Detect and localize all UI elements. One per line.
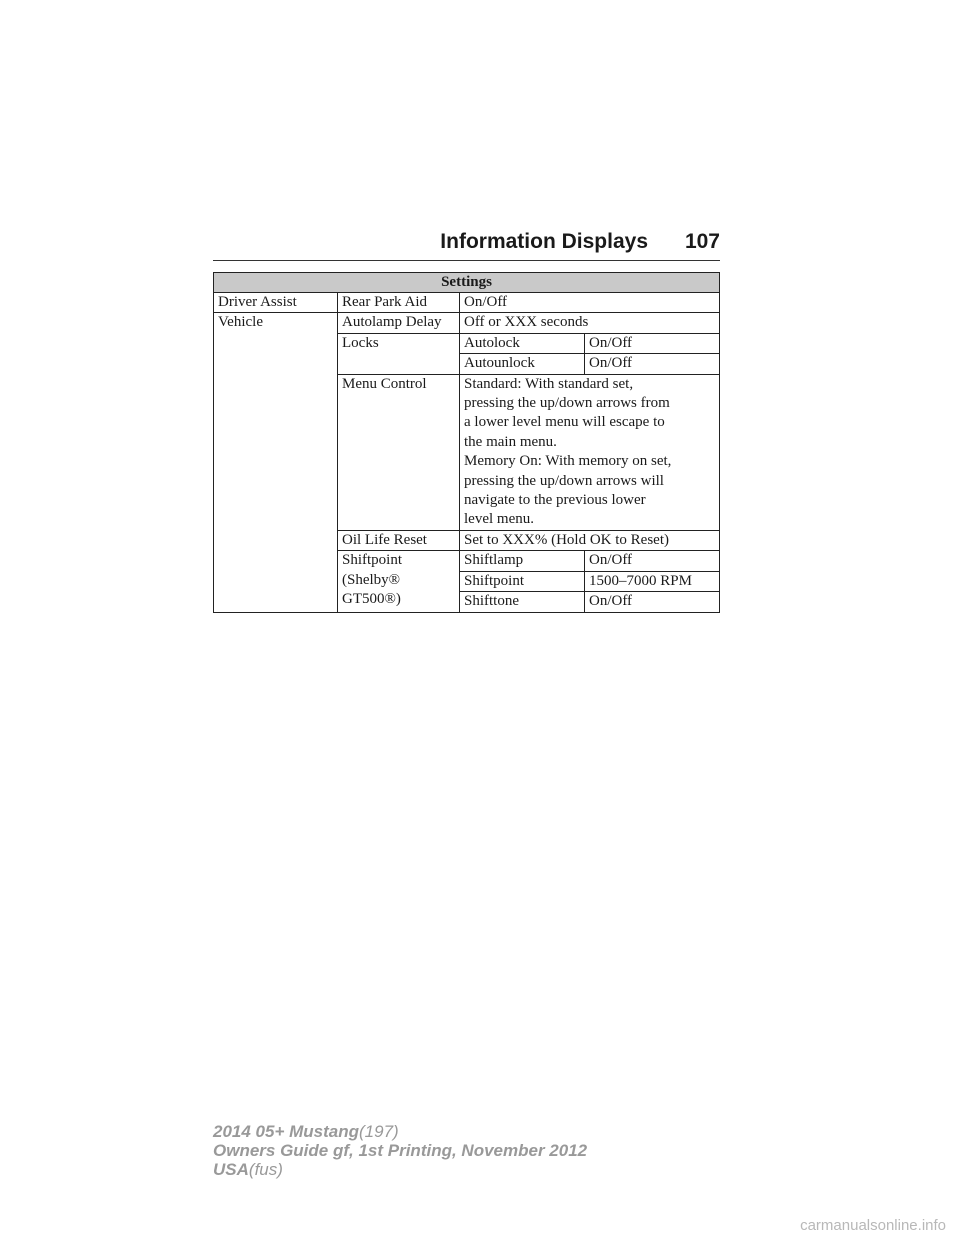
table-cell: Standard: With standard set, pressing the up/down arrows from a lower level menu will escape to the main menu. Memory On: With memory on set, pressing the up/down arrows will navigate to the previous lower level menu.	[460, 374, 720, 530]
table-row	[214, 293, 720, 313]
table-cell: Shiftlamp	[460, 551, 585, 571]
watermark: carmanualsonline.info	[800, 1217, 946, 1234]
table-cell: On/Off	[585, 551, 720, 571]
table-cell: Menu Control	[338, 374, 460, 530]
table-cell: On/Off	[585, 333, 720, 353]
table-cell: On/Off	[585, 354, 720, 374]
table-cell: Autolamp Delay	[338, 313, 460, 333]
table-cell: Autounlock	[460, 354, 585, 374]
section-title: Information Displays	[440, 230, 648, 253]
table-row	[214, 313, 720, 333]
table-cell: Off or XXX seconds	[460, 313, 720, 333]
footer-line-3: USA(fus)	[213, 1160, 283, 1179]
table-cell: Driver Assist	[214, 293, 338, 313]
footer-line-2: Owners Guide gf, 1st Printing, November 2012	[213, 1141, 588, 1160]
table-cell: Set to XXX% (Hold OK to Reset)	[460, 530, 720, 550]
table-cell: Vehicle	[214, 313, 338, 612]
page-header	[213, 228, 720, 261]
table-cell: Rear Park Aid	[338, 293, 460, 313]
table-cell: On/Off	[460, 293, 720, 313]
table-cell: Locks	[338, 333, 460, 374]
table-cell: 1500–7000 RPM	[585, 571, 720, 591]
print-footer	[213, 1122, 587, 1179]
table-heading: Settings	[214, 273, 720, 293]
page-number: 107	[684, 230, 720, 253]
table-cell: Autolock	[460, 333, 585, 353]
settings-table	[213, 272, 720, 613]
footer-line-1: 2014 05+ Mustang(197)	[213, 1122, 399, 1141]
table-cell: Oil Life Reset	[338, 530, 460, 550]
table-cell: Shifttone	[460, 592, 585, 612]
table-cell: On/Off	[585, 592, 720, 612]
table-cell: Shiftpoint (Shelby® GT500®)	[338, 551, 460, 612]
table-cell: Shiftpoint	[460, 571, 585, 591]
